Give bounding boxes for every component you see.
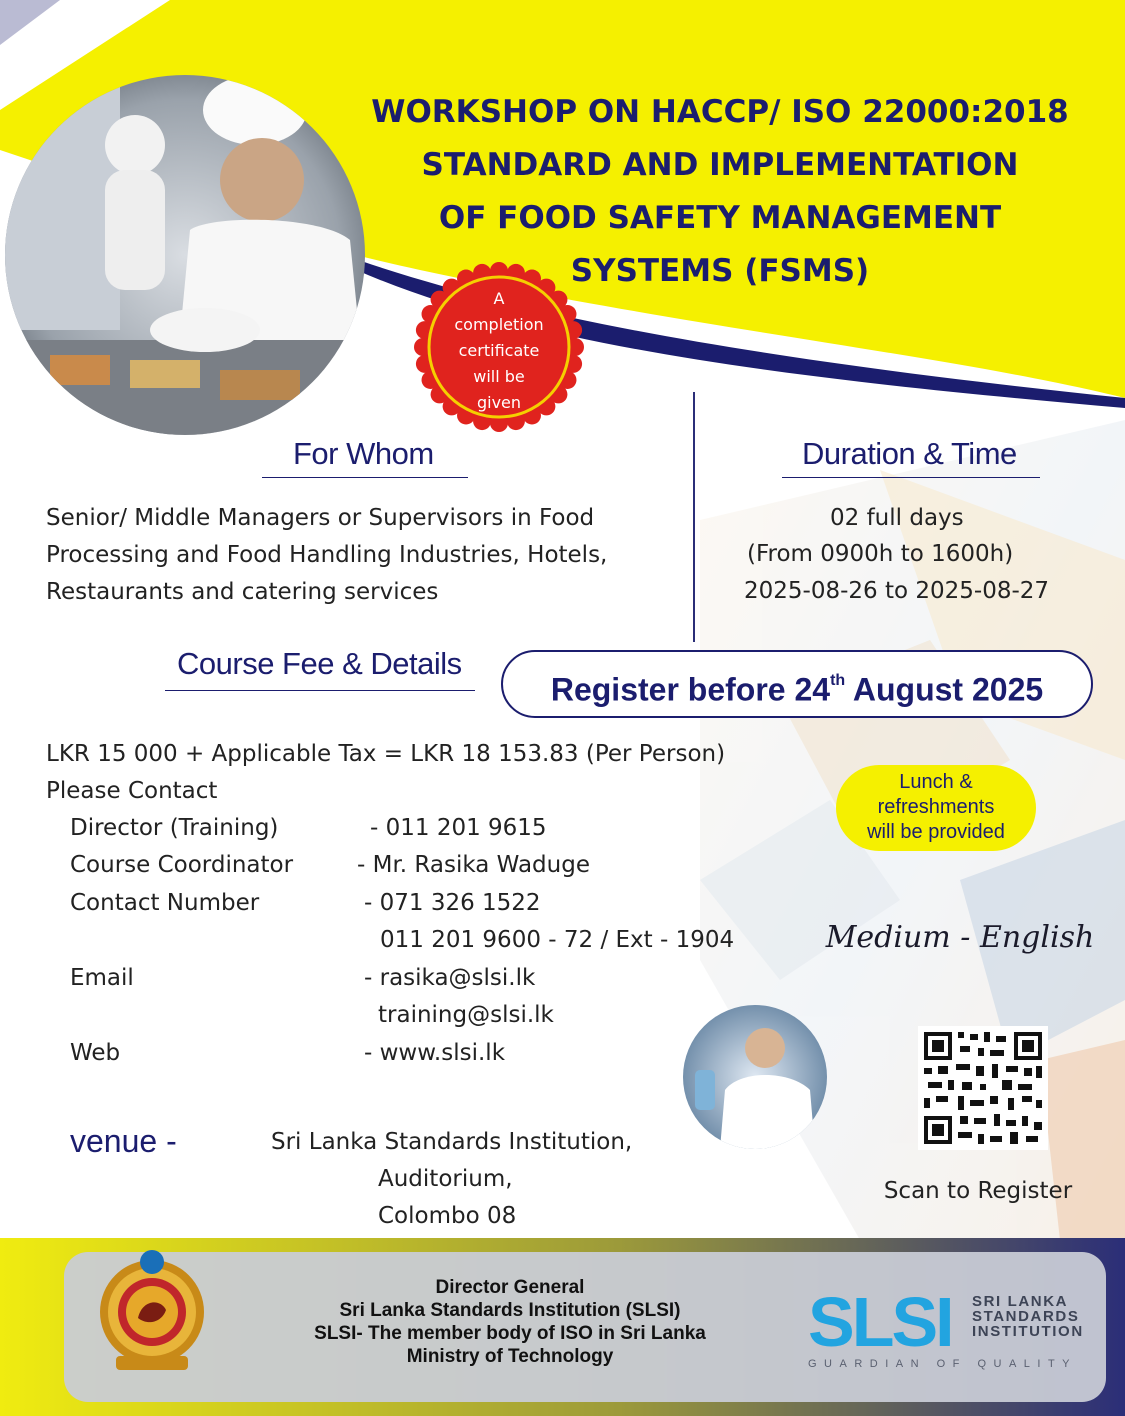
contact-row [70, 847, 293, 884]
for-whom-line: Processing and Food Handling Industries, Hotels, [46, 542, 608, 568]
footer-line: Ministry of Technology [406, 1346, 614, 1367]
venue-line-1: Sri Lanka Standards Institution, [271, 1129, 633, 1155]
register-sup: th [830, 672, 846, 689]
contact-row [70, 885, 259, 922]
section-divider [693, 392, 695, 642]
contact-label: Director (Training) [70, 815, 279, 841]
for-whom-line: Senior/ Middle Managers or Supervisors in Food [46, 505, 595, 531]
footer-line: SLSI- The member body of ISO in Sri Lanka [314, 1323, 706, 1344]
lunch-refreshments-badge [836, 765, 1036, 851]
duration-days: 02 full days [830, 505, 964, 531]
contact-label: Web [70, 1040, 121, 1066]
contact-label: Contact Number [70, 890, 260, 916]
contact-value: - Mr. Rasika Waduge [357, 852, 590, 878]
duration-underline [782, 477, 1040, 478]
title-line-4: SYSTEMS (FSMS) [570, 253, 870, 289]
title-line-2: STANDARD AND IMPLEMENTATION [421, 147, 1019, 183]
title-line-3: OF FOOD SAFETY MANAGEMENT [438, 200, 1002, 236]
badge-line: completion [454, 315, 544, 334]
logo-name-line: STANDARDS [972, 1308, 1080, 1325]
contact-value: - 071 326 1522 [364, 890, 541, 916]
badge-line: given [476, 393, 522, 412]
duration-time: (From 0900h to 1600h) [747, 541, 1014, 567]
lab-photo [683, 1005, 827, 1149]
course-fee-heading: Course Fee & Details [177, 646, 462, 681]
duration-dates: 2025-08-26 to 2025-08-27 [744, 578, 1050, 604]
duration-heading: Duration & Time [802, 436, 1017, 471]
contact-row [70, 810, 278, 847]
contact-value: - 011 201 9615 [370, 815, 547, 841]
lunch-line: Lunch & [899, 771, 973, 793]
venue-label: venue - [70, 1123, 177, 1159]
register-prefix: Register before 24 [550, 671, 831, 708]
contact-email-link[interactable]: - rasika@slsi.lk [364, 965, 536, 991]
contact-label: Course Coordinator [70, 852, 294, 878]
slsi-logo-name [972, 1294, 1084, 1339]
register-deadline-banner [501, 650, 1093, 718]
qr-code [918, 1026, 1048, 1150]
slsi-logo-mark [808, 1283, 952, 1361]
for-whom-underline [262, 477, 468, 478]
please-contact-label: Please Contact [46, 778, 218, 804]
scan-to-register-label[interactable]: Scan to Register [883, 1178, 1073, 1204]
logo-name-line: INSTITUTION [972, 1323, 1084, 1340]
contact-email-link[interactable]: training@slsi.lk [378, 1002, 554, 1028]
contact-row [70, 960, 134, 997]
contact-label: Email [70, 965, 134, 991]
logo-name-line: SRI LANKA [972, 1293, 1069, 1310]
badge-line: will be [473, 367, 525, 386]
svg-text:SLSI: SLSI [808, 1283, 952, 1361]
course-fee-amount: LKR 15 000 + Applicable Tax = LKR 18 153.83 (Per Person) [46, 741, 726, 767]
footer-line: Director General [435, 1277, 585, 1298]
badge-line: A [493, 289, 505, 308]
title-line-1: WORKSHOP ON HACCP/ ISO 22000:2018 [371, 94, 1069, 130]
footer-organization [300, 1276, 720, 1368]
footer-line: Sri Lanka Standards Institution (SLSI) [339, 1300, 681, 1321]
contact-value: 011 201 9600 - 72 / Ext - 1904 [380, 927, 735, 953]
medium-language: Medium - English [825, 920, 1095, 955]
badge-line: certificate [458, 341, 540, 360]
for-whom-description [46, 500, 607, 611]
slsi-logo-tagline: GUARDIAN OF QUALITY [808, 1358, 1078, 1370]
for-whom-line: Restaurants and catering services [46, 579, 439, 605]
lunch-line: refreshments [877, 796, 995, 818]
lunch-line: will be provided [867, 821, 1005, 843]
venue-line-3: Colombo 08 [378, 1203, 517, 1229]
certificate-badge-text [436, 286, 562, 416]
contact-web-link[interactable]: - www.slsi.lk [364, 1040, 506, 1066]
venue-line-2: Auditorium, [378, 1166, 513, 1192]
for-whom-heading: For Whom [293, 436, 434, 471]
register-suffix: August 2025 [845, 671, 1044, 708]
contact-row [70, 1035, 120, 1072]
course-fee-underline [165, 690, 475, 691]
